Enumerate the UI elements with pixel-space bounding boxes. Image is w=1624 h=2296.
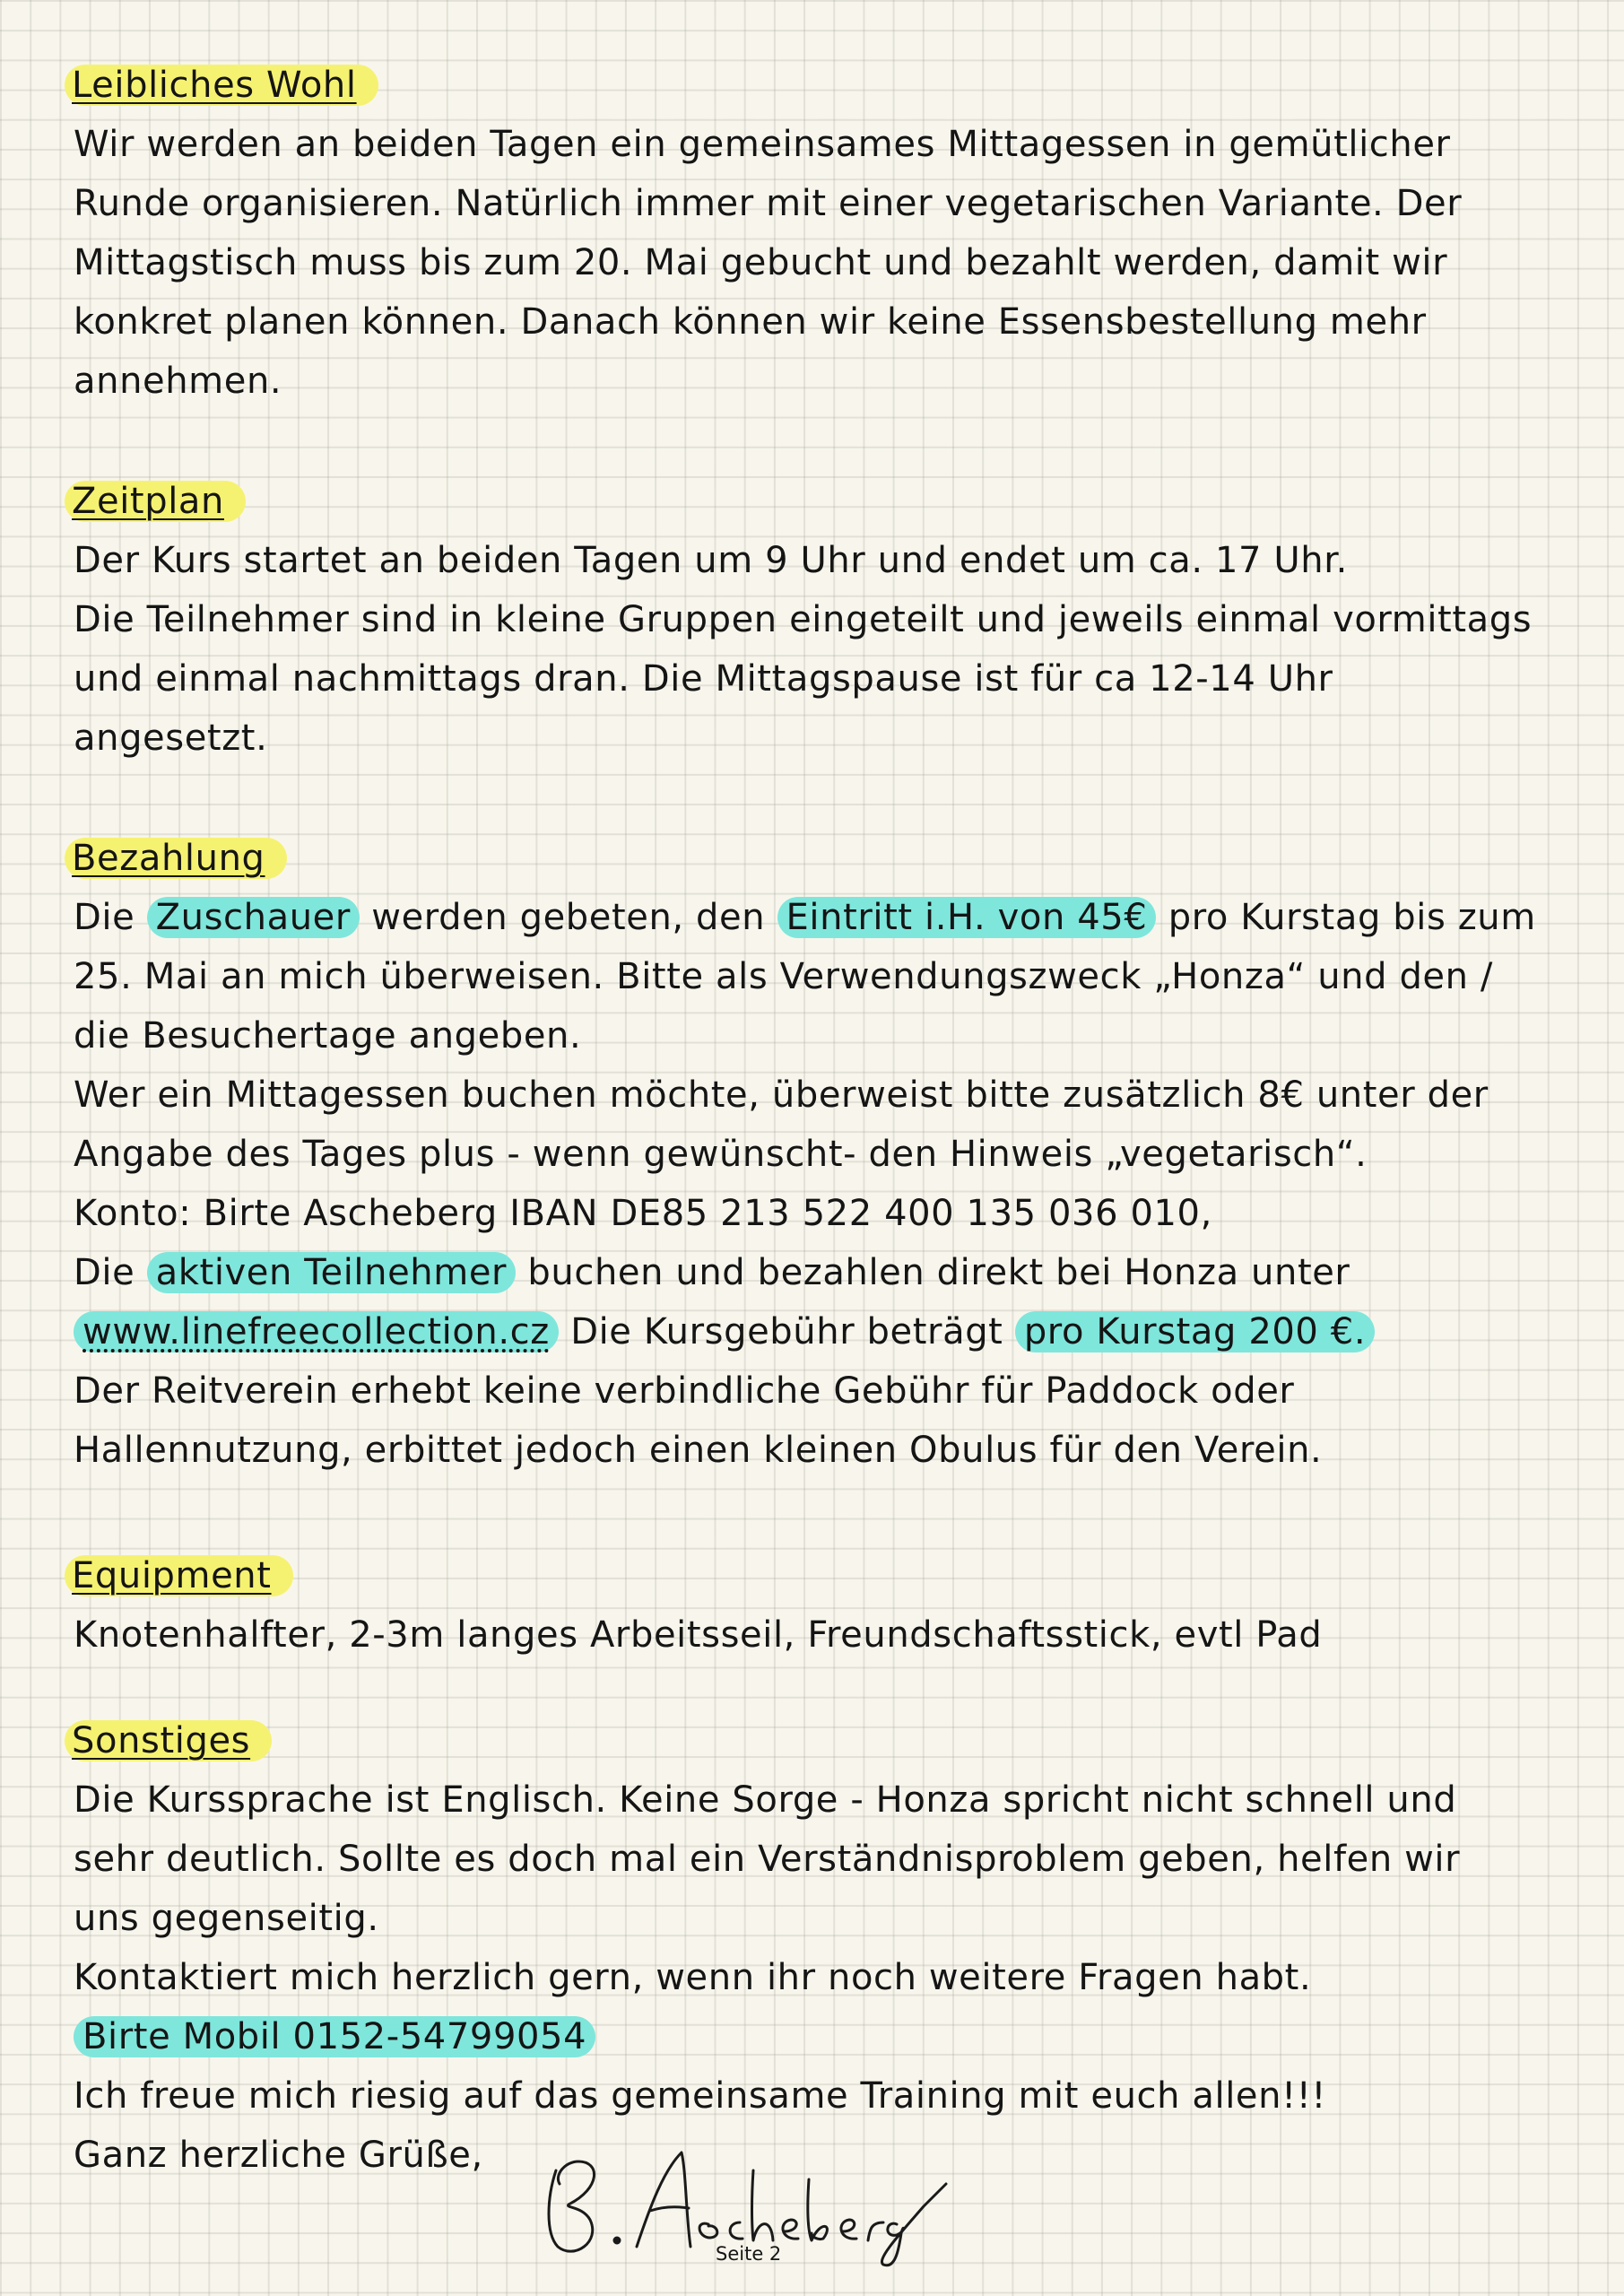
highlight-kursgebuehr: pro Kurstag 200 €. (1015, 1311, 1375, 1352)
paragraph-line: Die Kurssprache ist Englisch. Keine Sorge - Honza spricht nicht schnell und (74, 1779, 1457, 1821)
signature-stroke (549, 2161, 595, 2251)
paragraph-line: die Besuchertage angeben. (74, 1015, 582, 1057)
paragraph-line: Mittagstisch muss bis zum 20. Mai gebucht und bezahlt werden, damit wir (74, 242, 1448, 283)
heading-leibliches-wohl: Leibliches Wohl (74, 63, 378, 108)
paragraph-line: Ich freue mich riesig auf das gemeinsame Training mit euch allen!!! (74, 2075, 1326, 2117)
heading-bezahlung: Bezahlung (74, 836, 287, 881)
highlight-zuschauer: Zuschauer (147, 897, 360, 938)
highlight-mobile-number: Birte Mobil 0152-54799054 (74, 2016, 595, 2057)
heading-zeitplan: Zeitplan (74, 479, 246, 524)
signature-stroke (841, 2220, 856, 2239)
signature-stroke (868, 2222, 883, 2240)
heading-sonstiges: Sonstiges (74, 1718, 272, 1763)
paragraph-line-konto: Konto: Birte Ascheberg IBAN DE85 213 522 400 135 036 010, (74, 1193, 1212, 1234)
heading-equipment: Equipment (74, 1553, 293, 1598)
signature-dot (614, 2238, 620, 2243)
paragraph-line: angesetzt. (74, 718, 268, 759)
paragraph-line: Die aktiven Teilnehmer buchen und bezahlen direkt bei Honza unter (74, 1252, 1350, 1293)
paragraph-line: Der Reitverein erhebt keine verbindliche Gebühr für Paddock oder (74, 1370, 1295, 1412)
highlight-aktive-teilnehmer: aktiven Teilnehmer (147, 1252, 516, 1293)
signature-stroke (808, 2179, 828, 2240)
paragraph-line: annehmen. (74, 361, 282, 402)
signature-stroke (881, 2184, 946, 2266)
signature-stroke (730, 2222, 743, 2239)
paragraph-line: Knotenhalfter, 2-3m langes Arbeitsseil, Freundschaftsstick, evtl Pad (74, 1614, 1323, 1656)
paragraph-line: 25. Mai an mich überweisen. Bitte als Verwendungszweck „Honza“ und den / (74, 956, 1493, 997)
signature-stroke (637, 2152, 690, 2247)
paragraph-line: Runde organisieren. Natürlich immer mit einer vegetarischen Variante. Der (74, 183, 1463, 224)
paragraph-line: Wer ein Mittagessen buchen möchte, überweist bitte zusätzlich 8€ unter der (74, 1074, 1489, 1116)
paragraph-line: Hallennutzung, erbittet jedoch einen kleinen Obulus für den Verein. (74, 1430, 1323, 1471)
paragraph-line: Angabe des Tages plus - wenn gewünscht- den Hinweis „vegetarisch“. (74, 1134, 1368, 1175)
paragraph-line: konkret planen können. Danach können wir keine Essensbestellung mehr (74, 301, 1427, 343)
signature-stroke (699, 2223, 717, 2238)
paragraph-line: sehr deutlich. Sollte es doch mal ein Verständnisproblem geben, helfen wir (74, 1839, 1461, 1880)
website-link[interactable]: www.linefreecollection.cz (74, 1311, 559, 1352)
paragraph-line: www.linefreecollection.cz Die Kursgebühr beträgt pro Kurstag 200 €. (74, 1309, 1375, 1354)
paragraph-line: Wir werden an beiden Tagen ein gemeinsames Mittagessen in gemütlicher (74, 124, 1451, 165)
page-number: Seite 2 (716, 2243, 782, 2265)
paragraph-line-closing: Ganz herzliche Grüße, (74, 2135, 483, 2176)
highlight-eintritt: Eintritt i.H. von 45€ (777, 897, 1157, 938)
paragraph-line: Der Kurs startet an beiden Tagen um 9 Uhr und endet um ca. 17 Uhr. (74, 540, 1348, 581)
paragraph-line (74, 2014, 595, 2059)
paragraph-line: Die Teilnehmer sind in kleine Gruppen eingeteilt und jeweils einmal vormittags (74, 599, 1533, 640)
signature-stroke (752, 2170, 774, 2240)
paragraph-line: Kontaktiert mich herzlich gern, wenn ihr noch weitere Fragen habt. (74, 1957, 1312, 1998)
signature-stroke (783, 2220, 798, 2239)
paragraph-line: Die Zuschauer werden gebeten, den Eintritt i.H. von 45€ pro Kurstag bis zum (74, 897, 1536, 938)
paragraph-line: und einmal nachmittags dran. Die Mittagspause ist für ca 12-14 Uhr (74, 658, 1333, 700)
paragraph-line: uns gegenseitig. (74, 1898, 379, 1939)
